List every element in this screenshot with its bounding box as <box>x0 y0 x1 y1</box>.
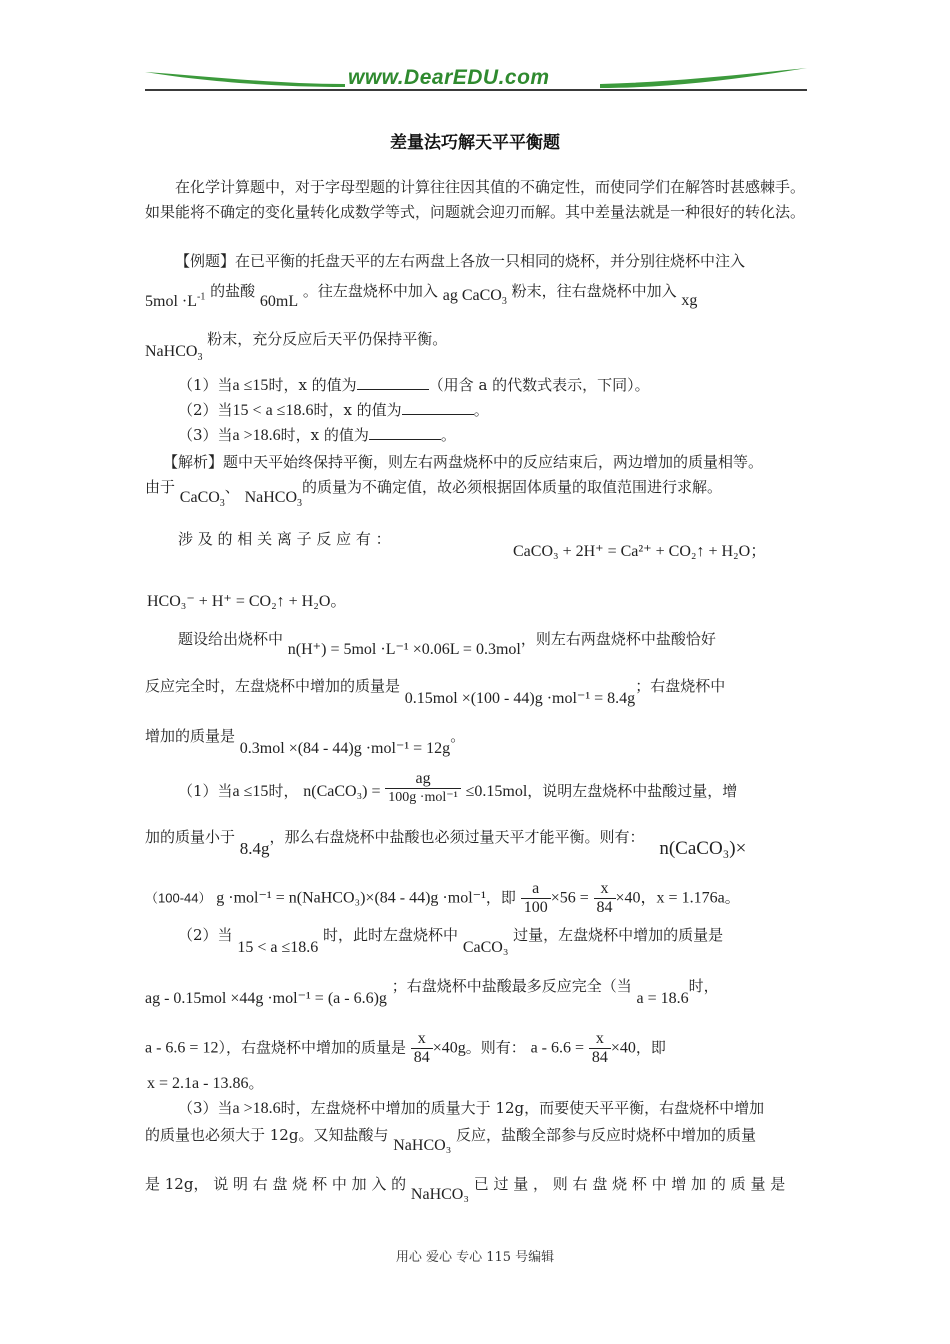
right-increase-equation: 0.3mol ×(84 - 44)g ·mol⁻¹ = 12g <box>239 740 451 757</box>
analysis-line-2: 由于 CaCO$_3$、 NaHCO$_3$的质量为不确定值，故必须根据固体质量的取值范围进行求解。 <box>145 478 723 510</box>
analysis-tag: 【解析】 <box>163 453 224 471</box>
header-rule <box>145 89 807 91</box>
caco3-moles: n(CaCO₃)× <box>659 838 747 859</box>
question-2: （2）当15 < a ≤18.6时，x 的值为 。 <box>178 401 489 419</box>
right-increase-line: 增加的质量是 0.3mol ×(84 - 44)g ·mol⁻¹ = 12g。 <box>145 727 466 757</box>
case-1-line: （1）当a ≤15时， n(CaCO₃) = $\frac{ag}{\text{100g ·mol⁻¹}}$ ≤0.15mol，说明左盘烧杯中盐酸过量，增 <box>178 770 738 805</box>
example-line-3 <box>145 328 448 364</box>
analysis-line: 【解析】题中天平始终保持平衡，则左右两盘烧杯中的反应结束后，两边增加的质量相等。 <box>163 453 764 471</box>
example-line-2 <box>145 280 698 310</box>
question-3: （3）当a >18.6时，x 的值为 。 <box>178 426 456 444</box>
example-end-text: 粉末，充分反应后天平仍保持平衡。 <box>207 330 448 348</box>
acid-label: 的盐酸 <box>210 282 256 300</box>
fraction: $\frac{ag}{\text{100g ·mol⁻¹}}$ <box>385 770 461 806</box>
left-increase-line: 反应完全时，左盘烧杯中增加的质量是 0.15mol ×(100 - 44)g ·mol⁻¹ = 8.4g；右盘烧杯中 <box>145 677 726 707</box>
reaction-1: CaCO₃ + 2H⁺ = Ca²⁺ + CO₂↑ + H₂O； <box>513 543 767 560</box>
caco3-formula: CaCO$_3$ <box>179 489 225 510</box>
hplus-line: 题设给出烧杯中 n(H⁺) = 5mol ·L⁻¹ ×0.06L = 0.3mol，则左右两盘烧杯中盐酸恰好 <box>178 630 716 658</box>
nahco3-formula: NaHCO$_3$ <box>145 343 203 364</box>
answer-blank[interactable] <box>369 425 441 440</box>
case-2-line-3: a - 6.6 = 12），右盘烧杯中增加的质量是 $\frac{x}{84}$ ×40g。则有： a - 6.6 = $\frac{x}{84}$ ×40，即 <box>145 1030 666 1066</box>
nahco3-formula: NaHCO$_3$ <box>244 489 303 510</box>
case-2-line-2: ag - 0.15mol ×44g ·mol⁻¹ = (a - 6.6)g ；右盘烧杯中盐酸最多反应完全（当 a = 18.6时， <box>145 977 719 1007</box>
volume: 60mL <box>259 293 299 310</box>
case-3-line-2: 的质量也必须大于 12g。又知盐酸与 NaHCO₃ 反应，盐酸全部参与反应时烧杯中增加的质量 <box>145 1126 757 1154</box>
left-increase-equation: 0.15mol ×(100 - 44)g ·mol⁻¹ = 8.4g <box>404 690 636 707</box>
case-1-line-2: 加的质量小于 8.4g，那么右盘烧杯中盐酸也必须过量天平才能平衡。则有： n(CaCO₃)× <box>145 828 747 859</box>
condition: a >18.6 <box>232 427 281 444</box>
hplus-equation: n(H⁺) = 5mol ·L⁻¹ ×0.06L = 0.3mol <box>287 641 521 658</box>
intro-paragraph: 在化学计算题中，对于字母型题的计算往往因其值的不确定性，而使同学们在解答时甚感棘手。如果能将不确定的变化量转化成数学等式，问题就会迎刃而解。其中差量法就是一种很好的转化法。 <box>145 178 806 221</box>
powder-right-text: 粉末，往右盘烧杯中加入 <box>511 282 677 300</box>
case-3-line-3: 是 12g， 说 明 右 盘 烧 杯 中 加 入 的 NaHCO₃ 已 过 量 ， 则 右 盘 烧 杯 中 增 加 的 质 量 是 <box>145 1175 786 1203</box>
example-tag: 【例题】 <box>175 252 236 270</box>
case-2-result: x = 2.1a - 13.86。 <box>147 1074 264 1092</box>
page-footer: 用心 爱心 专心 115 号编辑 <box>395 1250 555 1265</box>
mass-right: xg <box>681 292 698 309</box>
mass-left: ag CaCO$_3$ <box>442 287 507 308</box>
condition: 15 < a ≤18.6 <box>232 402 314 419</box>
answer-blank[interactable] <box>402 400 474 415</box>
add-left-text: 。往左盘烧杯中加入 <box>302 282 438 300</box>
question-1: （1）当a ≤15时，x 的值为 （用含 a 的代数式表示，下同）。 <box>178 376 650 394</box>
example-text: 在已平衡的托盘天平的左右两盘上各放一只相同的烧杯，并分别往烧杯中注入 <box>235 252 746 270</box>
reaction-2: HCO₃⁻ + H⁺ = CO₂↑ + H₂O。 <box>147 593 347 610</box>
case-1-equation: （100-44） g ·mol⁻¹ = n(NaHCO₃)×(84 - 44)g ·mol⁻¹，即 $\frac{a}{100}$ ×56 = $\frac{x}{84}$ ×40，x = 1.176a。 <box>145 880 740 916</box>
concentration: $5mol \cdot L^{-1}$ <box>145 291 206 310</box>
answer-blank[interactable] <box>357 375 429 390</box>
site-logo[interactable]: www.DearEDU.com <box>348 66 550 89</box>
page-title: 差量法巧解天平平衡题 <box>390 133 560 153</box>
example-line <box>175 250 745 271</box>
case-3-line: （3）当a >18.6时，左盘烧杯中增加的质量大于 12g，而要使天平平衡，右盘烧杯中增加 <box>178 1099 765 1117</box>
condition: a ≤15 <box>232 377 269 394</box>
ions-label: 涉 及 的 相 关 离 子 反 应 有 ： <box>178 530 391 548</box>
case-2-line: （2）当 15 < a ≤18.6 时，此时左盘烧杯中 CaCO₃ 过量，左盘烧杯中增加的质量是 <box>178 926 724 956</box>
